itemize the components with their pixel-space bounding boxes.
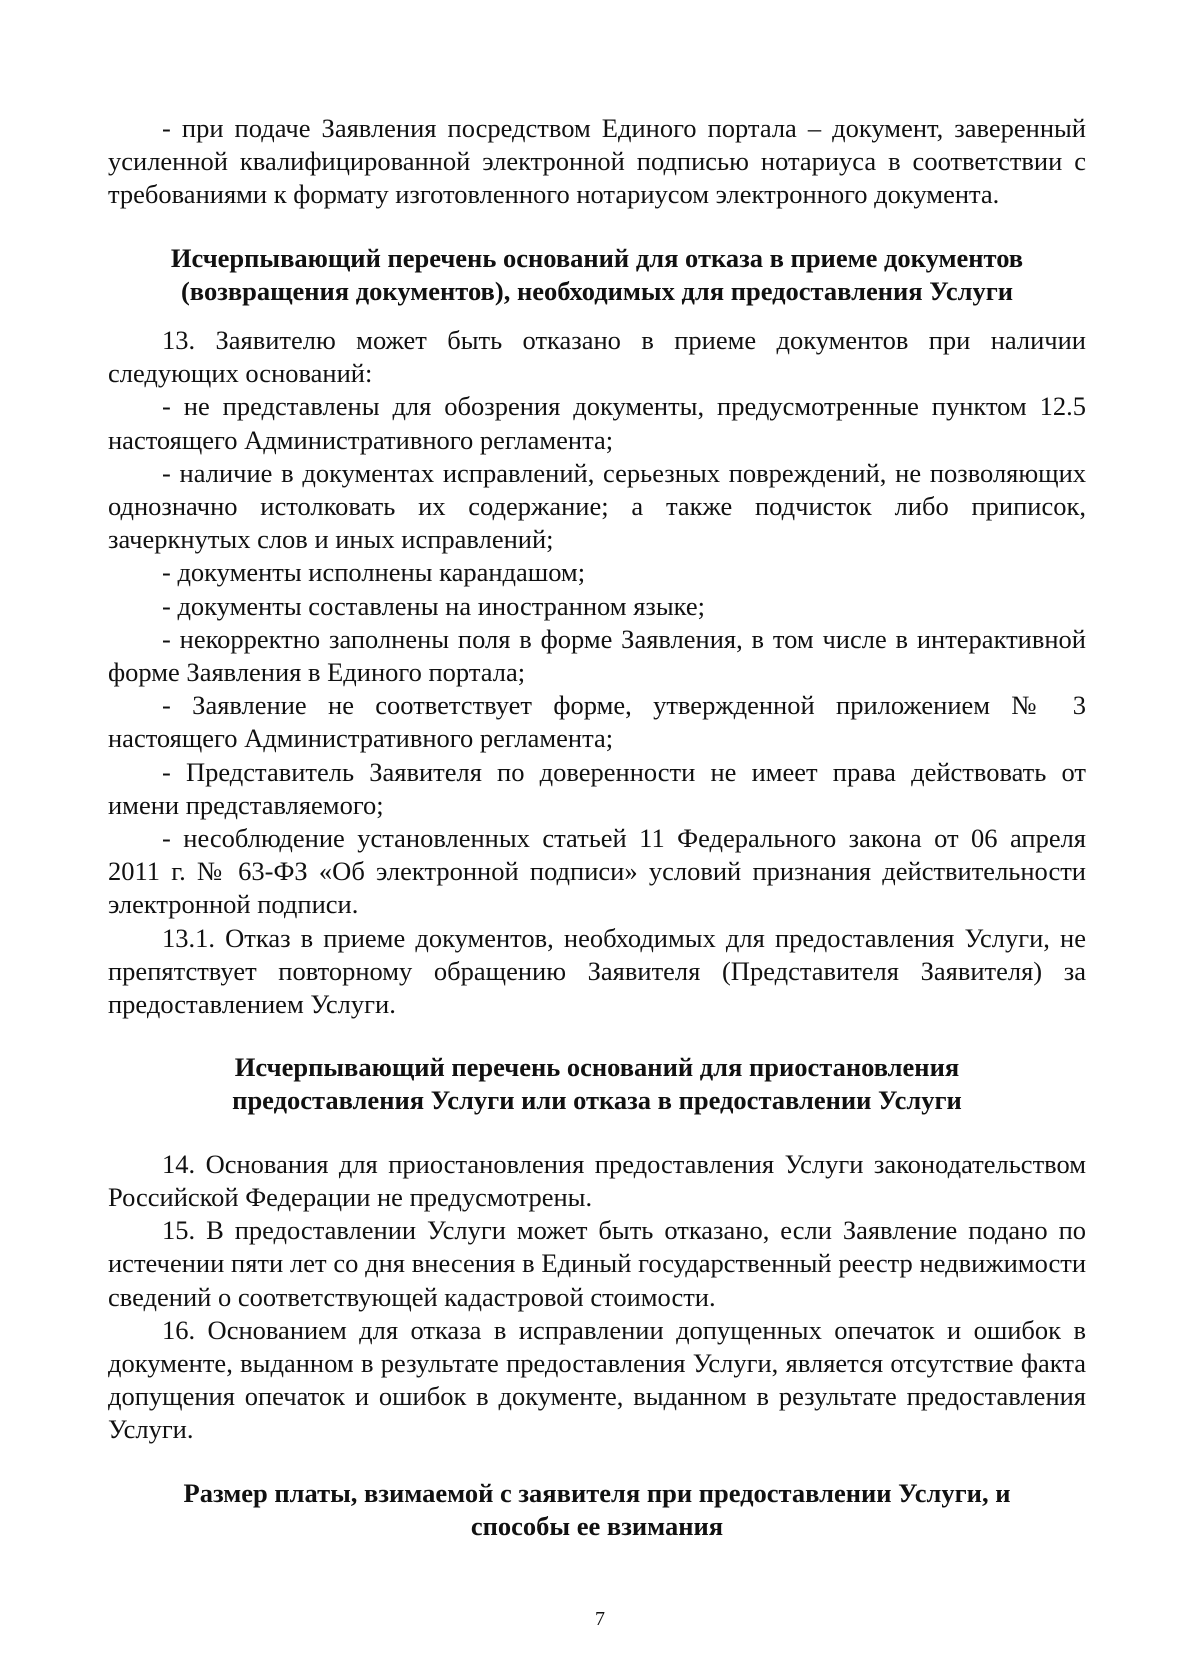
spacer: [108, 1021, 1086, 1051]
list-item: - несоблюдение установленных статьей 11 Федерального закона от 06 апреля 2011 г. № 63-ФЗ «Об электронной подписи» условий признания действительности электронной подписи.: [108, 823, 1086, 920]
spacer: [108, 308, 1086, 324]
heading-suspension-line-1: Исчерпывающий перечень оснований для приостановления: [234, 1052, 960, 1083]
list-item: - Представитель Заявителя по доверенности не имеет права действовать от имени представляемого;: [108, 756, 1086, 820]
page-number: 7: [595, 1608, 605, 1630]
paragraph-14: 14. Основания для приостановления предоставления Услуги законодательством Российской Федерации не предусмотрены.: [108, 1148, 1086, 1212]
heading-fee-line-2: способы ее взимания: [470, 1510, 724, 1541]
paragraph-13: 13. Заявителю может быть отказано в приеме документов при наличии следующих оснований:: [108, 325, 1086, 389]
list-item: - не представлены для обозрения документы, предусмотренные пунктом 12.5 настоящего Административного регламента;: [108, 391, 1086, 455]
spacer: [108, 1118, 1086, 1148]
spacer: [108, 212, 1086, 242]
list-item: - документы исполнены карандашом;: [162, 557, 586, 588]
list-item: - некорректно заполнены поля в форме Заявления, в том числе в интерактивной форме Заявления в Единого портала;: [108, 623, 1086, 688]
list-item: - документы составлены на иностранном языке;: [162, 590, 705, 621]
heading-fee-line-1: Размер платы, взимаемой с заявителя при предоставлении Услуги, и: [183, 1477, 1011, 1508]
paragraph-16: 16. Основанием для отказа в исправлении допущенных опечаток и ошибок в документе, выданном в результате предоставления Услуги, является отсутствие факта допущения опечаток и ошибок в документе, выданном в результате предоставления Услуги.: [108, 1314, 1086, 1445]
page-content: [108, 112, 1086, 1543]
heading-suspension-line-2: предоставления Услуги или отказа в предоставлении Услуги: [232, 1085, 962, 1116]
paragraph-15: 15. В предоставлении Услуги может быть отказано, если Заявление подано по истечении пяти лет со дня внесения в Единый государственный реестр недвижимости сведений о соответствующей кадастровой стоимости.: [108, 1215, 1086, 1312]
intro-paragraph: - при подаче Заявления посредством Единого портала – документ, заверенный усиленной квалифицированной электронной подписью нотариуса в соответствии с требованиями к формату изготовленного нотариусом электронного документа.: [108, 113, 1086, 210]
list-item: - Заявление не соответствует форме, утвержденной приложением № 3 настоящего Административного регламента;: [108, 690, 1086, 754]
list-item: - наличие в документах исправлений, серьезных повреждений, не позволяющих однозначно истолковать их содержание; а также подчисток либо приписок, зачеркнутых слов и иных исправлений;: [108, 457, 1086, 555]
spacer: [108, 1447, 1086, 1477]
heading-refusal-acceptance: Исчерпывающий перечень оснований для отказа в приеме документов (возвращения документов), необходимых для предоставления Услуги: [170, 242, 1024, 306]
paragraph-13-1: 13.1. Отказ в приеме документов, необходимых для предоставления Услуги, не препятствует повторному обращению Заявителя (Представителя Заявителя) за предоставлением Услуги.: [108, 922, 1086, 1020]
